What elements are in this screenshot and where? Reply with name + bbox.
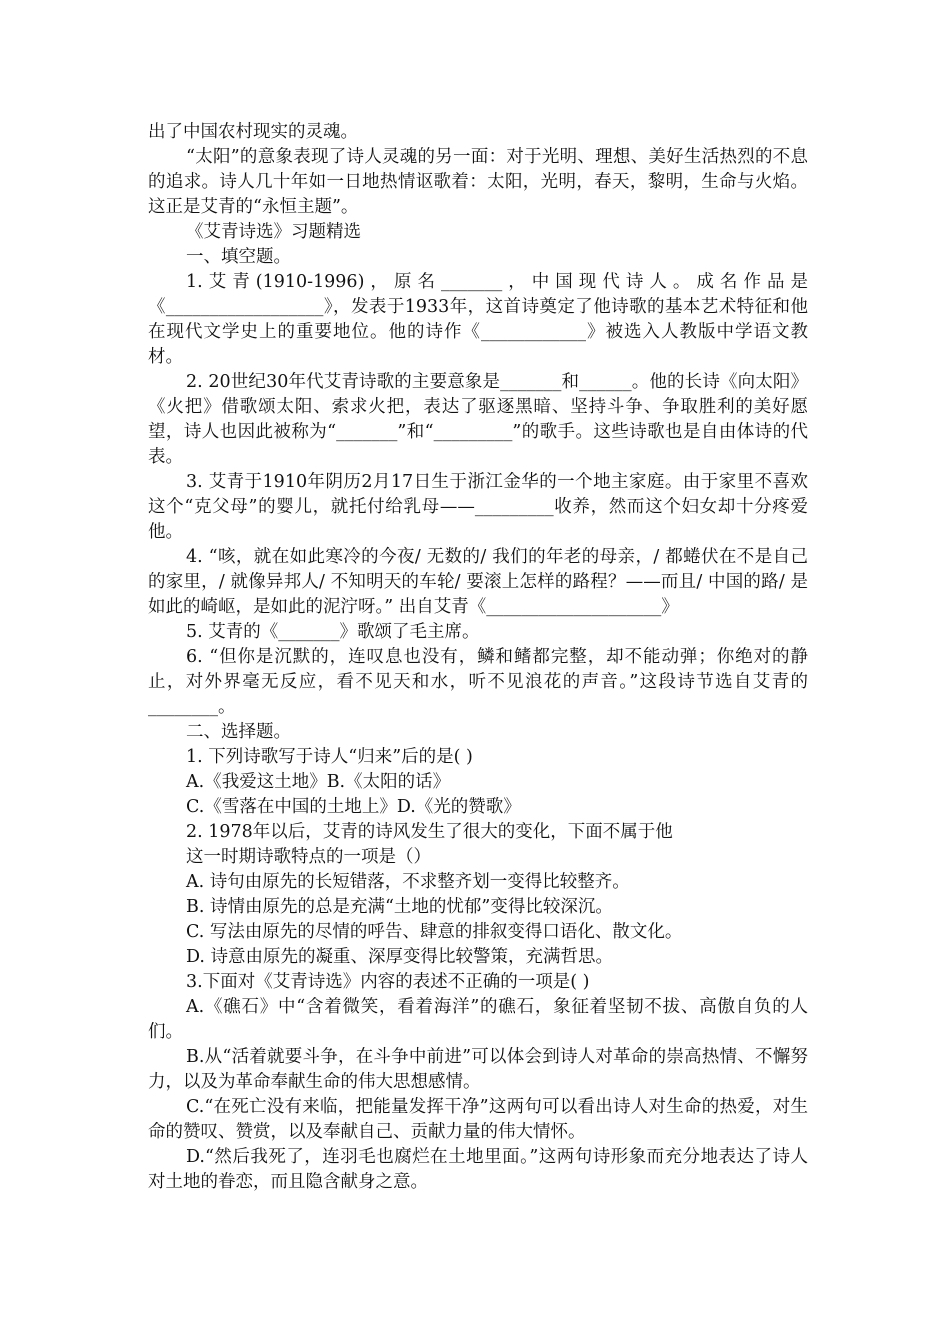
- question: 3. 艾青于1910年阴历2月17日生于浙江金华的一个地主家庭。由于家里不喜欢这个“克父母”的婴儿，就托付给乳母——_________收养，然而这个妇女却十分疼爱他。: [148, 472, 808, 542]
- option-line: B.从“活着就要斗争，在斗争中前进”可以体会到诗人对革命的崇高热情、不懈努力，以及为革命奉献生命的伟大思想感情。: [148, 1047, 808, 1092]
- question: 这一时期诗歌特点的一项是（）: [186, 847, 431, 867]
- section-heading: 一、填空题。: [186, 247, 291, 267]
- option-line: C.“在死亡没有来临，把能量发挥干净”这两句可以看出诗人对生命的热爱，对生命的赞叹、赞赏，以及奉献自己、贡献力量的伟大情怀。: [148, 1097, 808, 1142]
- question: 2. 1978年以后，艾青的诗风发生了很大的变化，下面不属于他: [186, 822, 673, 842]
- option-line: A.《礁石》中“含着微笑，看着海洋”的礁石，象征着坚韧不拔、高傲自负的人们。: [148, 997, 808, 1042]
- option-line: D.“然后我死了，连羽毛也腐烂在土地里面。”这两句诗形象而充分地表达了诗人对土地的眷恋，而且隐含献身之意。: [148, 1147, 808, 1192]
- paragraph: “太阳”的意象表现了诗人灵魂的另一面：对于光明、理想、美好生活热烈的不息的追求。诗人几十年如一日地热情讴歌着：太阳，光明，春天，黎明，生命与火焰。这正是艾青的“永恒主题”。: [148, 147, 808, 217]
- question: 3.下面对《艾青诗选》内容的表述不正确的一项是( ): [186, 972, 590, 992]
- option-line: C. 写法由原先的尽情的呼告、肆意的排叙变得口语化、散文化。: [186, 922, 683, 942]
- question: 4. “咳，就在如此寒冷的今夜/ 无数的/ 我们的年老的母亲，/ 都蜷伏在不是自己的家里，/ 就像异邦人/ 不知明天的车轮/ 要滚上怎样的路程？——而且/ 中国的路/ 是如此的崎岖，是如此的泥泞呀。” 出自艾青《____________________》: [148, 547, 808, 617]
- question: 1.艾青(1910-1996)，原名_______，中国现代诗人。成名作品是《__________________》，发表于1933年，这首诗奠定了他诗歌的基本艺术特征和他在现代文学史上的重要地位。他的诗作《____________》被选入人教版中学语文教材。: [148, 272, 808, 367]
- paragraph: 出了中国农村现实的灵魂。: [148, 122, 358, 142]
- section-heading: 《艾青诗选》习题精选: [186, 222, 361, 242]
- option-line: C.《雪落在中国的土地上》D.《光的赞歌》: [186, 797, 521, 817]
- option-line: D. 诗意由原先的凝重、深厚变得比较警策，充满哲思。: [186, 947, 614, 967]
- question: 6. “但你是沉默的，连叹息也没有，鳞和鳍都完整，却不能动弹；你绝对的静止，对外界毫无反应，看不见天和水，听不见浪花的声音。”这段诗节选自艾青的________。: [148, 647, 808, 717]
- section-heading: 二、选择题。: [186, 722, 291, 742]
- option-line: B. 诗情由原先的总是充满“土地的忧郁”变得比较深沉。: [186, 897, 613, 917]
- question: 1. 下列诗歌写于诗人“归来”后的是( ): [186, 747, 473, 767]
- document-body: [148, 120, 808, 1195]
- question: 5. 艾青的《_______》歌颂了毛主席。: [186, 622, 480, 642]
- option-line: A. 诗句由原先的长短错落，不求整齐划一变得比较整齐。: [186, 872, 630, 892]
- question: 2. 20世纪30年代艾青诗歌的主要意象是_______和______。他的长诗《向太阳》《火把》借歌颂太阳、索求火把，表达了驱逐黑暗、坚持斗争、争取胜利的美好愿望，诗人也因此被称为“_______”和“_________”的歌手。这些诗歌也是自由体诗的代表。: [148, 372, 808, 467]
- option-line: A.《我爱这土地》B.《太阳的话》: [186, 772, 451, 792]
